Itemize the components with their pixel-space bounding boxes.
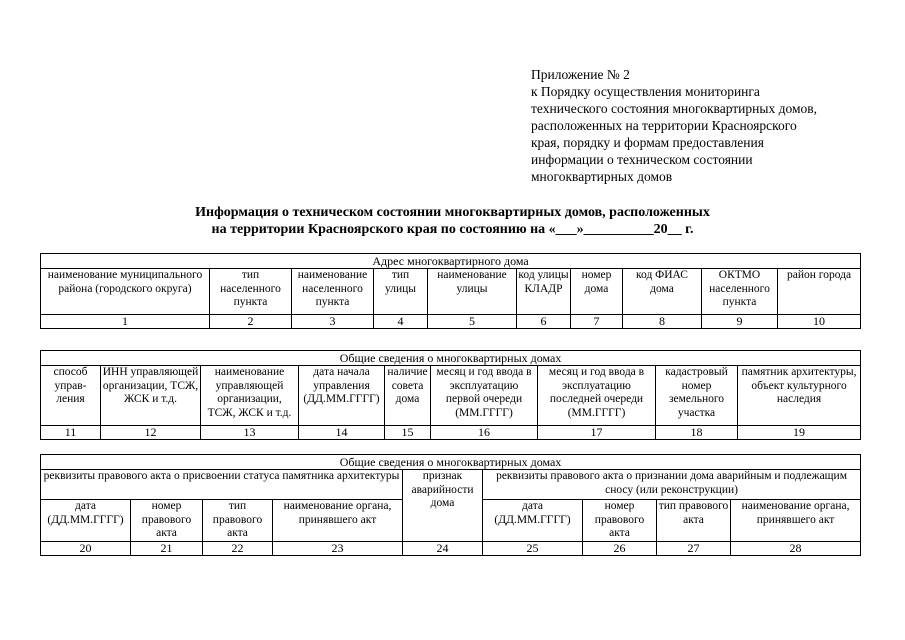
appendix-line: информации о техническом состоянии (531, 152, 753, 167)
column-number: 25 (483, 541, 583, 555)
column-header: наименование органа, принявшего акт (273, 500, 403, 542)
column-header: способ управ-ления (41, 366, 101, 426)
column-header: номер правового акта (583, 500, 657, 542)
column-header: месяц и год ввода в эксплуатацию первой очереди (ММ.ГГГГ) (431, 366, 538, 426)
subgroup-header-emergency-act: реквизиты правового акта о признании дома аварийным и подлежащим сносу (или реконструкции) (483, 470, 861, 500)
appendix-line: к Порядку осуществления мониторинга (531, 84, 760, 99)
appendix-line: Приложение № 2 (531, 67, 630, 82)
column-header: наименование муниципального района (городского округа) (41, 269, 210, 315)
general-group-header: Общие сведения о многоквартирных домах (41, 351, 861, 366)
column-header: дата (ДД.ММ.ГГГГ) (41, 500, 131, 542)
column-number: 2 (210, 315, 292, 329)
subgroup-header-monument-act: реквизиты правового акта о присвоении статуса памятника архитектуры (41, 470, 403, 500)
column-header: наименование управляющей организации, ТСЖ, ЖСК и т.д. (201, 366, 299, 426)
appendix-line: края, порядку и формам предоставления (531, 135, 764, 150)
column-header-emergency-sign: признак аварийности дома (403, 470, 483, 542)
column-header: тип правового акта (657, 500, 731, 542)
general-group-header: Общие сведения о многоквартирных домах (41, 455, 861, 470)
column-number: 8 (623, 315, 702, 329)
column-header: код улицы КЛАДР (517, 269, 571, 315)
column-header: ОКТМО населенного пункта (702, 269, 778, 315)
column-header: район города (778, 269, 861, 315)
address-group-header: Адрес многоквартирного дома (41, 254, 861, 269)
column-number: 5 (428, 315, 517, 329)
column-number: 16 (431, 426, 538, 440)
column-header: ИНН управляющей организации, ТСЖ, ЖСК и т.д. (101, 366, 201, 426)
column-header: наличие совета дома (385, 366, 431, 426)
column-header: тип населенного пункта (210, 269, 292, 315)
column-number: 12 (101, 426, 201, 440)
appendix-line: расположенных на территории Красноярского (531, 118, 797, 133)
column-number: 14 (299, 426, 385, 440)
title-line-1: Информация о техническом состоянии многоквартирных домов, расположенных (195, 205, 710, 220)
column-number: 22 (203, 541, 273, 555)
column-number: 26 (583, 541, 657, 555)
appendix-block (531, 66, 817, 185)
column-header: наименование населенного пункта (292, 269, 374, 315)
general-info-table (40, 350, 861, 440)
title-line-2: на территории Красноярского края по состоянию на «___»__________20__ г. (211, 222, 694, 237)
column-number: 4 (374, 315, 428, 329)
column-number: 6 (517, 315, 571, 329)
document-title (0, 204, 905, 238)
column-number: 28 (731, 541, 861, 555)
column-number: 19 (738, 426, 861, 440)
column-header: наименование улицы (428, 269, 517, 315)
address-table (40, 253, 861, 329)
column-number: 9 (702, 315, 778, 329)
column-number: 7 (571, 315, 623, 329)
column-number: 15 (385, 426, 431, 440)
column-number: 3 (292, 315, 374, 329)
column-header: наименование органа, принявшего акт (731, 500, 861, 542)
column-number: 17 (538, 426, 656, 440)
legal-acts-table (40, 454, 861, 556)
column-number: 21 (131, 541, 203, 555)
column-number: 23 (273, 541, 403, 555)
appendix-line: технического состояния многоквартирных домов, (531, 101, 817, 116)
column-number: 10 (778, 315, 861, 329)
appendix-line: многоквартирных домов (531, 169, 673, 184)
column-header: тип улицы (374, 269, 428, 315)
column-number: 20 (41, 541, 131, 555)
column-number: 18 (656, 426, 738, 440)
column-number: 24 (403, 541, 483, 555)
column-number: 13 (201, 426, 299, 440)
column-header: номер дома (571, 269, 623, 315)
column-number: 27 (657, 541, 731, 555)
column-header: код ФИАС дома (623, 269, 702, 315)
column-header: кадастровый номер земельного участка (656, 366, 738, 426)
column-header: дата начала управления (ДД.ММ.ГГГГ) (299, 366, 385, 426)
column-header: месяц и год ввода в эксплуатацию последней очереди (ММ.ГГГГ) (538, 366, 656, 426)
column-header: номер правового акта (131, 500, 203, 542)
column-header: тип правового акта (203, 500, 273, 542)
column-header: памятник архитектуры, объект культурного наследия (738, 366, 861, 426)
column-number: 1 (41, 315, 210, 329)
column-header: дата (ДД.ММ.ГГГГ) (483, 500, 583, 542)
column-number: 11 (41, 426, 101, 440)
